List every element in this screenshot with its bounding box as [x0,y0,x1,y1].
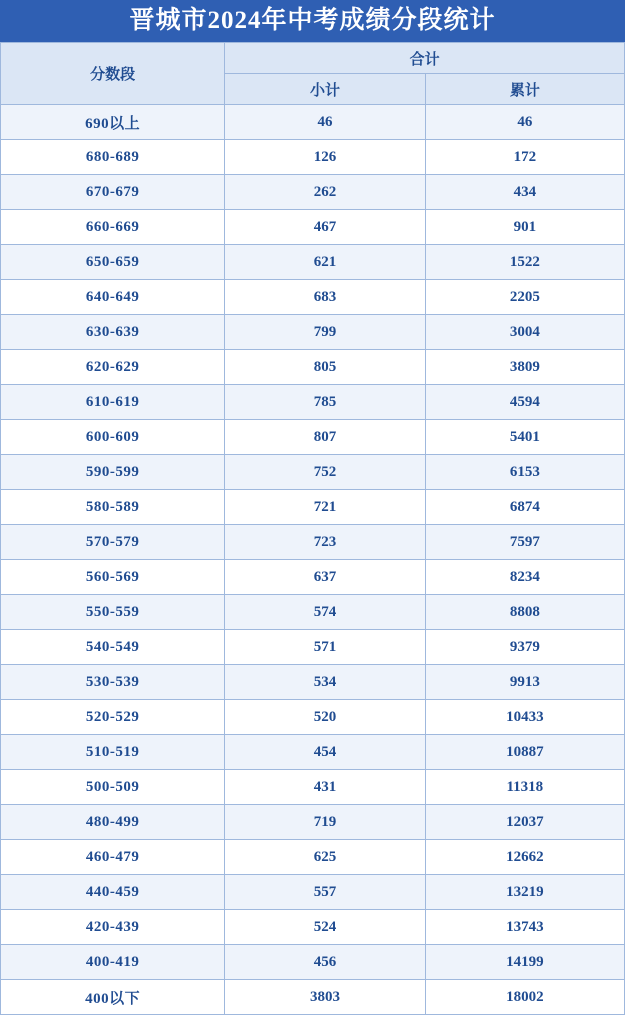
cell-score-range: 400-419 [1,945,225,980]
cell-score-range: 690以上 [1,105,225,140]
cell-cumulative: 6874 [425,490,624,525]
cell-cumulative: 3809 [425,350,624,385]
cell-cumulative: 9379 [425,630,624,665]
table-row [1,735,625,770]
cell-score-range: 620-629 [1,350,225,385]
cell-score-range: 680-689 [1,140,225,175]
header-score-range: 分数段 [1,43,225,105]
cell-cumulative: 12037 [425,805,624,840]
cell-score-range: 520-529 [1,700,225,735]
cell-cumulative: 901 [425,210,624,245]
cell-score-range: 580-589 [1,490,225,525]
cell-score-range: 560-569 [1,560,225,595]
cell-cumulative: 14199 [425,945,624,980]
cell-cumulative: 12662 [425,840,624,875]
cell-score-range: 510-519 [1,735,225,770]
table-row [1,665,625,700]
cell-cumulative: 5401 [425,420,624,455]
page-title: 晋城市2024年中考成绩分段统计 [0,0,625,42]
table-row [1,315,625,350]
cell-cumulative: 2205 [425,280,624,315]
cell-cumulative: 11318 [425,770,624,805]
cell-subtotal: 621 [225,245,425,280]
cell-subtotal: 637 [225,560,425,595]
cell-score-range: 500-509 [1,770,225,805]
table-row [1,525,625,560]
cell-cumulative: 7597 [425,525,624,560]
cell-score-range: 540-549 [1,630,225,665]
cell-subtotal: 456 [225,945,425,980]
cell-cumulative: 3004 [425,315,624,350]
table-row [1,210,625,245]
cell-subtotal: 723 [225,525,425,560]
table-row [1,420,625,455]
cell-score-range: 600-609 [1,420,225,455]
cell-subtotal: 625 [225,840,425,875]
cell-cumulative: 18002 [425,980,624,1015]
table-row [1,280,625,315]
cell-score-range: 400以下 [1,980,225,1015]
header-subtotal: 小计 [225,74,425,105]
cell-cumulative: 13743 [425,910,624,945]
cell-subtotal: 46 [225,105,425,140]
cell-subtotal: 126 [225,140,425,175]
cell-cumulative: 1522 [425,245,624,280]
cell-subtotal: 467 [225,210,425,245]
table-header [1,43,625,105]
cell-subtotal: 574 [225,595,425,630]
table-row [1,840,625,875]
cell-score-range: 590-599 [1,455,225,490]
cell-cumulative: 6153 [425,455,624,490]
score-distribution-table [0,42,625,1015]
table-row [1,700,625,735]
cell-score-range: 460-479 [1,840,225,875]
cell-score-range: 530-539 [1,665,225,700]
cell-cumulative: 13219 [425,875,624,910]
cell-subtotal: 799 [225,315,425,350]
cell-cumulative: 46 [425,105,624,140]
cell-subtotal: 683 [225,280,425,315]
table-row [1,910,625,945]
table-row [1,980,625,1015]
cell-score-range: 420-439 [1,910,225,945]
cell-score-range: 610-619 [1,385,225,420]
cell-cumulative: 434 [425,175,624,210]
cell-cumulative: 172 [425,140,624,175]
table-row [1,140,625,175]
table-row [1,560,625,595]
cell-score-range: 640-649 [1,280,225,315]
table-row [1,105,625,140]
table-row [1,385,625,420]
table-row [1,875,625,910]
cell-score-range: 630-639 [1,315,225,350]
cell-subtotal: 805 [225,350,425,385]
cell-subtotal: 3803 [225,980,425,1015]
header-group-total: 合计 [225,43,625,74]
cell-score-range: 440-459 [1,875,225,910]
cell-subtotal: 752 [225,455,425,490]
cell-subtotal: 431 [225,770,425,805]
table-row [1,630,625,665]
cell-subtotal: 534 [225,665,425,700]
cell-subtotal: 454 [225,735,425,770]
cell-subtotal: 785 [225,385,425,420]
cell-cumulative: 8808 [425,595,624,630]
cell-subtotal: 520 [225,700,425,735]
cell-subtotal: 524 [225,910,425,945]
table-row [1,770,625,805]
cell-cumulative: 10887 [425,735,624,770]
cell-subtotal: 262 [225,175,425,210]
table-row [1,175,625,210]
cell-cumulative: 4594 [425,385,624,420]
cell-score-range: 650-659 [1,245,225,280]
cell-score-range: 550-559 [1,595,225,630]
cell-subtotal: 571 [225,630,425,665]
cell-subtotal: 807 [225,420,425,455]
cell-score-range: 670-679 [1,175,225,210]
cell-subtotal: 721 [225,490,425,525]
cell-score-range: 660-669 [1,210,225,245]
cell-score-range: 480-499 [1,805,225,840]
table-row [1,490,625,525]
cell-score-range: 570-579 [1,525,225,560]
table-row [1,350,625,385]
cell-subtotal: 719 [225,805,425,840]
header-cumulative: 累计 [425,74,624,105]
table-row [1,805,625,840]
cell-cumulative: 10433 [425,700,624,735]
cell-cumulative: 9913 [425,665,624,700]
table-body [1,105,625,1015]
table-row [1,455,625,490]
table-row [1,595,625,630]
table-row [1,945,625,980]
cell-subtotal: 557 [225,875,425,910]
cell-cumulative: 8234 [425,560,624,595]
table-row [1,245,625,280]
